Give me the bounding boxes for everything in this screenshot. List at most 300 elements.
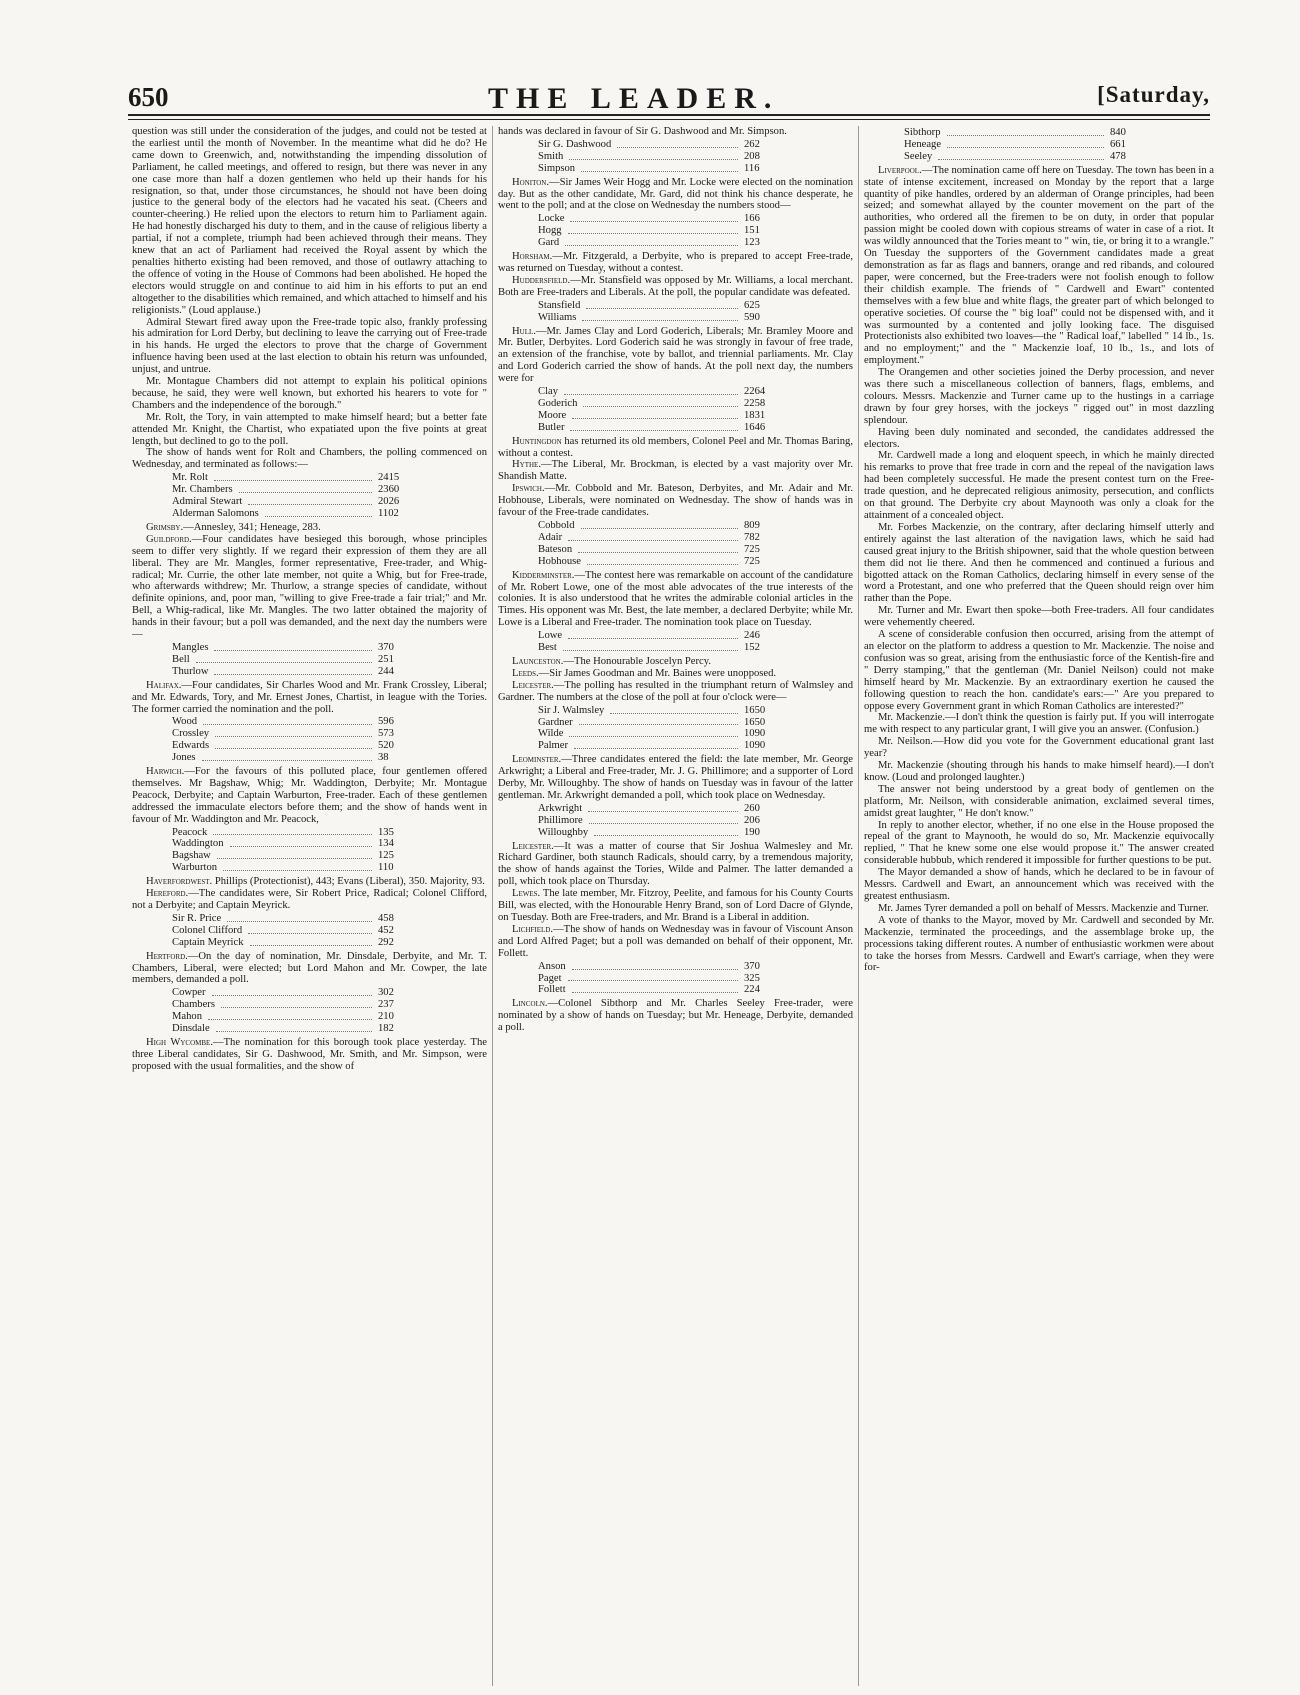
poll-row <box>538 237 788 249</box>
poll-row <box>538 556 788 568</box>
leader-dots <box>947 127 1105 136</box>
vote-count: 125 <box>378 850 394 862</box>
paragraph <box>132 534 487 641</box>
poll-table <box>538 300 788 324</box>
paragraph-text: —The nomination for this borough took place yesterday. The three Liberal candidates, Sir G. Dashwood, Mr. Smith, and Mr. Simpson, were proposed with the usual formalities, and the show of <box>132 1036 487 1072</box>
column-3 <box>864 126 1214 1686</box>
candidate-name: Stansfield <box>538 299 581 311</box>
vote-count: 152 <box>744 642 760 654</box>
poll-table <box>172 827 422 875</box>
paragraph-text: —The nomination came off here on Tuesday. The town has been in a state of intense excitement, increased on Monday by the report that a large quantity of pike handles, ordered by an alderman of Orange principles, had been seized; and somewhat allayed by the counter movement on the part of the authorities, who ordered all the firemen to be on duty, in order that popular passion might be cooled down with copious streams of water in case of a riot. It was wildly announced that the Tories meant to " win, tie, or bring it to a wrangle." On Tuesday the supporters of the Government candidates made a great demonstration as far as flags and banners, orange and red ribands, and coloured paper, were concerned, but the Free-traders were not foolish enough to follow their childish example. The friends of " Cardwell and Ewart" contented themselves with a few blue and white flags, the greater part of which belonged to operative societies. Of course the " big loaf" could not be dispensed with, and it was surmounted by a contented and jolly looking face. The disguised Protectionists also exhibited two loaves—the " Radical loaf," labelled " 14 lb., 1s. and no employment;" and the " Mackenzie loaf, 10 lb., 1s., and lots of employment." <box>864 164 1214 367</box>
header-rule-thin <box>128 119 1210 120</box>
vote-count: 210 <box>378 1011 394 1023</box>
vote-count: 262 <box>744 138 760 150</box>
poll-row <box>172 999 422 1011</box>
paragraph-text: —The contest here was remarkable on account of the candidature of Mr. Robert Lowe, one of the most able advocates of the true interests of the colonies. It is also understood that he writes the admirable colonial articles in the Times. His opponent was Mr. Best, the late member, a declared Derbyite; while Mr. Lowe is a Liberal and Free-trader. The nomination took place on Tuesday. <box>498 569 853 629</box>
poll-row <box>172 728 422 740</box>
leader-dots <box>563 642 738 651</box>
leader-dots <box>216 1023 372 1032</box>
leader-dots <box>568 532 738 541</box>
candidate-name: Goderich <box>538 397 578 409</box>
leader-dots <box>568 225 738 234</box>
candidate-name: Williams <box>538 311 577 323</box>
vote-count: 2415 <box>378 472 400 484</box>
candidate-name: Butler <box>538 421 565 433</box>
place-heading: Lichfield. <box>512 923 554 935</box>
paragraph <box>498 998 853 1034</box>
poll-row <box>172 740 422 752</box>
candidate-name: Seeley <box>904 150 933 162</box>
paragraph: Mr. Neilson.—How did you vote for the Government educational grant last year? <box>864 736 1214 760</box>
candidate-name: Warburton <box>172 862 218 874</box>
vote-count: 208 <box>744 150 760 162</box>
vote-count: 190 <box>744 826 760 838</box>
candidate-name: Mr. Chambers <box>172 484 233 496</box>
poll-row <box>538 740 788 752</box>
vote-count: 452 <box>378 924 394 936</box>
leader-dots <box>214 642 372 651</box>
leader-dots <box>589 815 738 824</box>
header-rule <box>128 114 1210 116</box>
poll-row <box>172 508 422 520</box>
leader-dots <box>570 422 738 431</box>
candidate-name: Alderman Salomons <box>172 508 259 519</box>
leader-dots <box>582 312 738 321</box>
leader-dots <box>570 213 738 222</box>
paragraph-text: —The Liberal, Mr. Brockman, is elected by a vast majority over Mr. Shandish Matte. <box>498 459 853 483</box>
vote-count: 1831 <box>744 409 766 421</box>
place-heading: Leeds. <box>512 667 539 679</box>
poll-table <box>538 803 788 839</box>
vote-count: 1646 <box>744 421 766 433</box>
candidate-name: Wilde <box>538 728 564 740</box>
vote-count: 1090 <box>744 728 766 740</box>
paragraph: Mr. Cardwell made a long and eloquent speech, in which he mainly directed his remarks to prove that free trade in corn and the repeal of the navigation laws had been completely successful. He made the present contest turn on the Free-trade question, and he deprecated religious animosity, persecution, and conflicts on that ground. The Derbyite cry about Maynooth was only a cloak for the attainment of a concealed object. <box>864 450 1214 521</box>
vote-count: 840 <box>1110 127 1126 138</box>
poll-row <box>538 386 788 398</box>
paragraph: Mr. Mackenzie.—I don't think the question is fairly put. If you will interrogate me with respect to any particular grant, I will give you an answer. (Confusion.) <box>864 712 1214 736</box>
paragraph <box>498 251 853 275</box>
poll-row <box>538 300 788 312</box>
place-heading: Horsham. <box>512 251 553 263</box>
vote-count: 292 <box>378 936 394 948</box>
paragraph <box>498 459 853 483</box>
paragraph-text: —On the day of nomination, Mr. Dinsdale, Derbyite, and Mr. T. Chambers, Liberal, were elected; but Lord Mahon and Mr. Cowper, the late members, demanded a poll. <box>132 950 487 986</box>
leader-dots <box>239 484 372 493</box>
leader-dots <box>579 717 738 726</box>
vote-count: 596 <box>378 716 394 728</box>
candidate-name: Peacock <box>172 826 208 838</box>
candidate-name: Hogg <box>538 225 562 237</box>
paragraph: The answer not being understood by a great body of gentlemen on the platform, Mr. Neilson, with considerable animation, exclaimed several times, amidst great laughter, " He don't know." <box>864 783 1214 819</box>
vote-count: 182 <box>378 1023 394 1035</box>
candidate-name: Follett <box>538 984 566 996</box>
poll-row <box>172 838 422 850</box>
paragraph: Mr. Turner and Mr. Ewart then spoke—both Free-traders. All four candidates were vehemently cheered. <box>864 605 1214 629</box>
paragraph: A vote of thanks to the Mayor, moved by Mr. Cardwell and seconded by Mr. Mackenzie, terminated the proceedings, and the assemblage broke up, the processions taking different routes. A number of enthusiastic workmen were about to take the horses from Messrs. Cardwell and Ewart's carriage, when they were for- <box>864 914 1214 974</box>
paragraph <box>132 888 487 912</box>
poll-row <box>904 151 1154 163</box>
leader-dots <box>203 716 372 725</box>
page-number: 650 <box>128 82 169 112</box>
paragraph-text: —Mr. Fitzgerald, a Derbyite, who is prepared to accept Free-trade, was returned on Tuesday, without a contest. <box>498 251 853 274</box>
paragraph-text: —The candidates were, Sir Robert Price, Radical; Colonel Clifford, not a Derbyite; and Captain Meyrick. <box>132 888 487 911</box>
poll-row <box>538 630 788 642</box>
paragraph: A scene of considerable confusion then occurred, arising from the attempt of an elector on the platform to address a question to Mr. Mackenzie. The noise and confusion was so great, arising from the enthusiastic force of the Kentish-fire and " Derry stamping," that the gentleman (Mr. Daniel Neilson) could not make himself heard by Mr. Mackenzie. By an extraordinary exertion he caused the following question to reach the hon. candidate's ears:—" Are you prepared to oppose every Government grant in which Roman Catholics are interested?" <box>864 629 1214 712</box>
vote-count: 725 <box>744 543 760 555</box>
poll-table <box>538 520 788 568</box>
leader-dots <box>230 838 372 847</box>
leader-dots <box>586 300 738 309</box>
poll-row <box>172 1011 422 1023</box>
poll-row <box>172 913 422 925</box>
paragraph-text: —Mr. James Clay and Lord Goderich, Liberals; Mr. Bramley Moore and Mr. Butler, Derbyites. Lord Goderich said he was strongly in favour of free trade, an extension of the franchise, vote by ballot, and triennial parliaments. Mr. Clay and Lord Goderich carried the show of hands. At the poll next day, the numbers were for <box>498 325 853 385</box>
paragraph <box>498 570 853 630</box>
poll-row <box>172 666 422 678</box>
poll-row <box>172 716 422 728</box>
paragraph-text: —Colonel Sibthorp and Mr. Charles Seeley Free-trader, were nominated by a show of hands on Tuesday; but Mr. Heneage, Derbyite, demanded a poll. <box>498 998 853 1034</box>
poll-row <box>538 642 788 654</box>
leader-dots <box>215 728 372 737</box>
leader-dots <box>594 827 738 836</box>
leader-dots <box>248 925 372 934</box>
leader-dots <box>568 630 738 639</box>
candidate-name: Willoughby <box>538 826 589 838</box>
vote-count: 2258 <box>744 397 766 409</box>
poll-table <box>172 472 422 520</box>
place-heading: High Wycombe. <box>146 1036 213 1048</box>
leader-dots <box>569 151 738 160</box>
poll-row <box>172 850 422 862</box>
vote-count: 661 <box>1110 138 1126 150</box>
place-heading: Ipswich. <box>512 483 545 495</box>
candidate-name: Paget <box>538 972 562 984</box>
paragraph: Mr. Rolt, the Tory, in vain attempted to make himself heard; but a better fate attended Mr. Knight, the Chartist, who expatiated upon the five points at great length, but declined to go to the poll. <box>132 411 487 447</box>
poll-row <box>538 151 788 163</box>
vote-count: 246 <box>744 630 760 642</box>
poll-row <box>538 961 788 973</box>
poll-row <box>172 827 422 839</box>
candidate-name: Crossley <box>172 728 210 740</box>
place-heading: Harwich. <box>146 766 185 778</box>
paragraph: In reply to another elector, whether, if no one else in the House proposed the repeal of the grant to Maynooth, he would do so, Mr. Mackenzie equivocally replied, " That he knew some one else would propose it." The answer created considerable hubbub, which rendered it impossible for further questions to be put. <box>864 819 1214 867</box>
poll-row <box>172 987 422 999</box>
poll-row <box>904 139 1154 151</box>
paragraph <box>498 924 853 960</box>
vote-count: 110 <box>378 862 394 874</box>
column-divider <box>492 126 493 1686</box>
vote-count: 370 <box>744 960 760 972</box>
leader-dots <box>569 728 738 737</box>
place-heading: Leicester. <box>512 679 554 691</box>
vote-count: 116 <box>744 162 760 174</box>
poll-table <box>538 213 788 249</box>
leader-dots <box>564 386 738 395</box>
paragraph <box>498 326 853 386</box>
candidate-name: Dinsdale <box>172 1023 210 1035</box>
candidate-name: Cobbold <box>538 520 575 531</box>
leader-dots <box>581 520 739 529</box>
candidate-name: Hobhouse <box>538 555 581 567</box>
paragraph <box>498 668 853 680</box>
poll-table <box>538 961 788 997</box>
poll-row <box>538 544 788 556</box>
candidate-name: Mangles <box>172 641 209 653</box>
vote-count: 151 <box>744 225 760 237</box>
vote-count: 1090 <box>744 740 766 752</box>
candidate-name: Lowe <box>538 630 563 642</box>
poll-row <box>172 862 422 874</box>
paragraph-text: —For the favours of this polluted place, four gentlemen offered themselves. Mr Bagshaw, Whig; Mr. Waddington, Derbyite; Mr. Montague Peacock, Derbyite; and Captain Warburton, Free-trader. Each of these gentlemen addressed the immaculate electors before them; and the show of hands went in favour of Mr. Waddington and Mr. Peacock, <box>132 766 487 825</box>
poll-row <box>172 642 422 654</box>
candidate-name: Clay <box>538 386 559 398</box>
candidate-name: Sir J. Walmsley <box>538 704 605 716</box>
leader-dots <box>208 1011 372 1020</box>
poll-row <box>538 213 788 225</box>
candidate-name: Cowper <box>172 987 206 999</box>
paragraph <box>132 876 487 888</box>
leader-dots <box>947 139 1104 148</box>
paragraph: Admiral Stewart fired away upon the Free-trade topic also, frankly professing his admiration for Lord Derby, but declining to leave the carrying out of Free-trade in his hands. He urged the electors to prove that the charge of Government influence having been used at the last election to obtain his return was unfounded, unjust, and untrue. <box>132 316 487 376</box>
poll-row <box>172 484 422 496</box>
poll-row <box>538 984 788 996</box>
poll-row <box>538 705 788 717</box>
poll-table <box>172 987 422 1035</box>
paragraph-text: The late member, Mr. Fitzroy, Peelite, and famous for his County Courts Bill, was elected, with the Honourable Henry Brand, son of Lord Dacre of Glynde, on Tuesday. Both are Free-traders, and Mr. Brand is a Liberal in addition. <box>498 888 853 923</box>
leader-dots <box>213 827 372 836</box>
place-heading: Honiton. <box>512 176 550 188</box>
paragraph-text: has returned its old members, Colonel Peel and Mr. Thomas Baring, without a contest. <box>498 435 853 459</box>
paragraph-text: —It was a matter of course that Sir Joshua Walmesley and Mr. Richard Gardiner, both staunch Radicals, should carry, by a tremendous majority, the show of hands against the Tories, Wilde and Palmer. The latter demanded a poll, which took place on Thursday. <box>498 840 853 888</box>
paragraph-text: —The polling has resulted in the triumphant return of Walmsley and Gardner. The numbers at the close of the poll at four o'clock were— <box>498 679 853 703</box>
leader-dots <box>568 973 738 982</box>
masthead-title: THE LEADER. <box>488 82 780 115</box>
vote-count: 123 <box>744 237 760 249</box>
leader-dots <box>214 472 372 481</box>
vote-count: 260 <box>744 802 760 814</box>
candidate-name: Thurlow <box>172 665 209 677</box>
poll-row <box>538 532 788 544</box>
candidate-name: Locke <box>538 213 565 225</box>
poll-table <box>172 642 422 678</box>
place-heading: Halifax. <box>146 679 182 691</box>
column-2 <box>498 126 853 1686</box>
vote-count: 458 <box>378 912 394 924</box>
vote-count: 520 <box>378 740 394 752</box>
paragraph <box>132 1037 487 1073</box>
paragraph: Mr. Forbes Mackenzie, on the contrary, after declaring himself utterly and entirely against the last alteration of the navigation laws, which he said had caused great injury to the British shipowner, said that the whole question between them did not lie there. And then he commenced and continued a furious and bigotted attack on the Roman Catholics, declaring himself in every sense of the word a Protestant, and one who preferred that the Queen should reign over him rather than the Pope. <box>864 521 1214 605</box>
place-heading: Huntingdon <box>512 435 562 447</box>
paragraph-text: Phillips (Protectionist), 443; Evans (Liberal), 350. Majority, 93. <box>212 876 485 888</box>
poll-row <box>538 520 788 532</box>
candidate-name: Bateson <box>538 543 573 555</box>
poll-row <box>172 472 422 484</box>
paragraph: Mr. Montague Chambers did not attempt to explain his political opinions because, he said, they were well known, but exhorted his hearers to vote for " Chambers and the independence of the borough." <box>132 376 487 411</box>
paragraph <box>132 522 487 534</box>
leader-dots <box>617 139 738 148</box>
vote-count: 782 <box>744 531 760 543</box>
candidate-name: Palmer <box>538 740 569 752</box>
leader-dots <box>610 705 738 714</box>
candidate-name: Best <box>538 642 557 654</box>
vote-count: 2026 <box>378 496 400 508</box>
place-heading: Hereford. <box>146 888 189 900</box>
paragraph <box>498 680 853 704</box>
poll-row <box>538 410 788 422</box>
poll-row <box>538 139 788 151</box>
vote-count: 2264 <box>744 386 766 398</box>
leader-dots <box>223 862 372 871</box>
poll-row <box>538 827 788 839</box>
place-heading: Hythe. <box>512 459 541 471</box>
poll-row <box>172 925 422 937</box>
issue-day: [Saturday, <box>1097 82 1210 107</box>
paragraph-text: —Mr. Stansfield was opposed by Mr. Williams, a local merchant. Both are Free-traders and Liberals. At the poll, the popular candidate was defeated. <box>498 274 853 298</box>
leader-dots <box>583 398 738 407</box>
vote-count: 224 <box>744 984 760 996</box>
column-divider <box>858 126 859 1686</box>
candidate-name: Edwards <box>172 740 210 752</box>
leader-dots <box>221 999 372 1008</box>
place-heading: Huddersfield. <box>512 274 571 286</box>
paragraph <box>498 754 853 802</box>
paragraph <box>498 483 853 519</box>
poll-row <box>538 815 788 827</box>
place-heading: Launceston. <box>512 655 564 667</box>
candidate-name: Bell <box>172 653 190 665</box>
paragraph-text: —Sir James Goodman and Mr. Baines were unopposed. <box>538 667 777 679</box>
candidate-name: Arkwright <box>538 802 583 814</box>
vote-count: 725 <box>744 555 760 567</box>
leader-dots <box>581 163 738 172</box>
poll-row <box>538 312 788 324</box>
candidate-name: Captain Meyrick <box>172 936 244 948</box>
paragraph <box>498 656 853 668</box>
paragraph <box>498 888 853 924</box>
vote-count: 2360 <box>378 484 400 496</box>
poll-table <box>538 386 788 434</box>
candidate-name: Admiral Stewart <box>172 496 243 508</box>
candidate-name: Jones <box>172 752 196 764</box>
vote-count: 625 <box>744 299 760 311</box>
vote-count: 302 <box>378 987 394 999</box>
leader-dots <box>227 913 372 922</box>
paragraph-text: —Mr. Cobbold and Mr. Bateson, Derbyites, and Mr. Adair and Mr. Hobhouse, Liberals, were nominated on Wednesday. The show of hands was in favour of the Free-trade candidates. <box>498 483 853 519</box>
poll-row <box>538 422 788 434</box>
paragraph-text: —Sir James Weir Hogg and Mr. Locke were elected on the nomination day. But as the other candidate, Mr. Gard, did not think his chance desperate, he went to the poll; and at the close on Wednesday the numbers stood— <box>498 176 853 212</box>
leader-dots <box>265 508 372 517</box>
paragraph: Mr. Mackenzie (shouting through his hands to make himself heard).—I don't know. (Loud and prolonged laughter.) <box>864 760 1214 783</box>
candidate-name: Sir G. Dashwood <box>538 138 612 150</box>
paragraph-text: —Annesley, 341; Heneage, 283. <box>183 521 321 533</box>
vote-count: 370 <box>378 641 394 653</box>
paragraph: The Mayor demanded a show of hands, which he declared to be in favour of Messrs. Cardwell and Ewart, an announcement which was received with the greatest enthusiasm. <box>864 867 1214 902</box>
vote-count: 573 <box>378 728 394 740</box>
paragraph <box>498 177 853 213</box>
poll-row <box>172 937 422 949</box>
leader-dots <box>217 850 372 859</box>
poll-row <box>538 803 788 815</box>
candidate-name: Moore <box>538 409 567 421</box>
vote-count: 325 <box>744 972 760 984</box>
leader-dots <box>196 654 372 663</box>
candidate-name: Sibthorp <box>904 127 941 138</box>
candidate-name: Colonel Clifford <box>172 924 243 936</box>
poll-table <box>538 705 788 753</box>
leader-dots <box>214 666 372 675</box>
poll-row <box>538 717 788 729</box>
paragraph-text: —Four candidates have besieged this borough, whose principles seem to differ very slightly. If we regard their expression of them they are all liberal. They are Mr. Mangles, former representative, Free-trader, and Whig-radical; Mr. Currie, the other late member, not quite a Whig, but for Free-trade, who afterwards withdrew; Mr. Thurlow, a strange species of candidate, without definite opinions, and, poor man, "willing to give Free-trade a fair trial;" and Mr. Bell, a Whig-radical, like Mr. Mangles. The two latter obtained the majority of hands in their favour; but a poll was demanded, and the next day the numbers were— <box>132 533 487 641</box>
paragraph <box>132 680 487 716</box>
vote-count: 1650 <box>744 716 766 728</box>
paragraph-text: —Four candidates, Sir Charles Wood and Mr. Frank Crossley, Liberal; and Mr. Edwards, Tory, and Mr. Ernest Jones, Chartist, in league with the Tories. The former carried the nomination and the poll. <box>132 679 487 715</box>
place-heading: Hertford. <box>146 950 188 962</box>
vote-count: 809 <box>744 520 760 531</box>
leader-dots <box>212 987 372 996</box>
candidate-name: Adair <box>538 531 563 543</box>
poll-row <box>172 1023 422 1035</box>
poll-row <box>538 163 788 175</box>
paragraph-text: —The show of hands on Wednesday was in favour of Viscount Anson and Lord Alfred Paget; but a poll was demanded on behalf of their opponent, Mr. Follett. <box>498 923 853 959</box>
leader-dots <box>250 937 373 946</box>
leader-dots <box>215 740 372 749</box>
poll-row <box>172 752 422 764</box>
paragraph: hands was declared in favour of Sir G. Dashwood and Mr. Simpson. <box>498 126 787 137</box>
vote-count: 251 <box>378 653 394 665</box>
poll-table <box>538 139 788 175</box>
candidate-name: Gardner <box>538 716 573 728</box>
paragraph <box>132 766 487 826</box>
paragraph: question was still under the consideration of the judges, and could not be tested at the earliest until the month of November. In the meantime what did he do? He came down to Greenwich, and, notwithstanding the impending dissolution of Parliament, he called meetings, and offered to resign, but there was never in any one case more than half a dozen gentlemen who held up their hands for his resignation, so that, under those circumstances, he should not have been doing justice to the general body of the electors had he vacated his seat. (Cheers and counter-cheering.) He relied upon the electors to return him to Parliament again. He had honestly discharged his duty to them, and in the cause of religious liberty a partial, if not a complete, triumph had been achieved through their means. They knew that an act of Parliament had received the Royal assent by which the penalties hitherto existing had been removed, and those of outlawry attaching to the offence of voting in the House of Commons had been abolished. He hoped the electors would struggle on and continue to aid him in his efforts to put an end altogether to the disabilities which remained, and which attached to himself and his religionists." (Loud applause.) <box>132 126 487 316</box>
paragraph-text: —The Honourable Joscelyn Percy. <box>563 655 711 667</box>
vote-count: 1102 <box>378 508 399 519</box>
poll-row <box>538 398 788 410</box>
leader-dots <box>574 740 738 749</box>
place-heading: Lincoln. <box>512 998 548 1010</box>
paragraph <box>498 275 853 299</box>
paragraph: Having been duly nominated and seconded, the candidates addressed the electors. <box>864 426 1214 450</box>
poll-row <box>538 973 788 985</box>
poll-row <box>538 728 788 740</box>
vote-count: 237 <box>378 999 394 1011</box>
paragraph <box>498 436 853 460</box>
place-heading: Liverpool. <box>878 164 922 176</box>
candidate-name: Phillimore <box>538 814 583 826</box>
place-heading: Hull. <box>512 325 536 337</box>
poll-row <box>172 654 422 666</box>
leader-dots <box>248 496 372 505</box>
poll-row <box>538 225 788 237</box>
place-heading: Leominster. <box>512 754 562 766</box>
poll-table <box>172 913 422 949</box>
candidate-name: Heneage <box>904 138 942 150</box>
column-1 <box>132 126 487 1686</box>
paragraph <box>132 951 487 987</box>
paragraph: The Orangemen and other societies joined the Derby procession, and never was there such a miscellaneous collection of banners, flags, emblems, and colours. Messrs. Mackenzie and Turner came up to the hustings in a carriage drawn by four grey horses, with the jockeys " rigged out" in most dazzling splendour. <box>864 367 1214 426</box>
candidate-name: Mahon <box>172 1011 203 1023</box>
candidate-name: Bagshaw <box>172 850 211 862</box>
poll-row <box>904 127 1154 139</box>
vote-count: 478 <box>1110 150 1126 162</box>
paragraph: The show of hands went for Rolt and Chambers, the polling commenced on Wednesday, and terminated as follows:— <box>132 447 487 471</box>
leader-dots <box>938 151 1104 160</box>
candidate-name: Smith <box>538 150 564 162</box>
vote-count: 38 <box>378 752 389 764</box>
leader-dots <box>578 544 738 553</box>
vote-count: 1650 <box>744 704 766 716</box>
candidate-name: Chambers <box>172 999 215 1011</box>
paragraph: Mr. James Tyrer demanded a poll on behalf of Messrs. Mackenzie and Turner. <box>878 902 1209 914</box>
